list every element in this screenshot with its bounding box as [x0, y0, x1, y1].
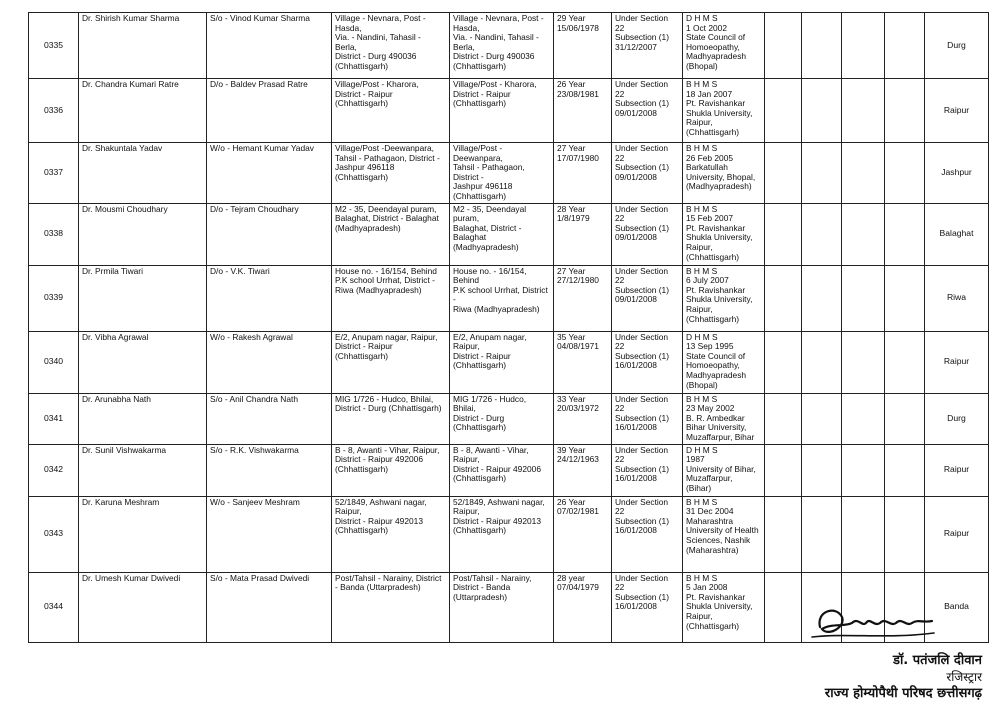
- registration-section-cell: Under Section 22 Subsection (1) 09/01/2008: [612, 265, 683, 331]
- age-dob-cell: 26 Year 23/08/1981: [554, 79, 612, 143]
- blank-cell: [765, 444, 802, 496]
- table-row: [29, 13, 989, 79]
- permanent-address-cell: Village/Post -Deewanpara, Tahsil - Pathagaon, District - Jashpur 496118 (Chhattisgarh): [450, 143, 554, 204]
- blank-cell: [842, 393, 885, 444]
- table-row: [29, 265, 989, 331]
- registration-section-cell: Under Section 22 Subsection (1) 16/01/2008: [612, 393, 683, 444]
- age-dob-cell: 27 Year 27/12/1980: [554, 265, 612, 331]
- serial-number-cell: 0343: [29, 496, 79, 572]
- age-dob-cell: 35 Year 04/08/1971: [554, 331, 612, 393]
- relation-cell: D/o - V.K. Tiwari: [207, 265, 332, 331]
- doctor-name-cell: Dr. Prmila Tiwari: [79, 265, 207, 331]
- blank-cell: [885, 203, 925, 265]
- blank-cell: [802, 444, 842, 496]
- registration-table: [28, 12, 989, 643]
- serial-number-cell: 0338: [29, 203, 79, 265]
- blank-cell: [765, 393, 802, 444]
- permanent-address-cell: Village/Post - Kharora, District - Raipur (Chhattisgarh): [450, 79, 554, 143]
- qualification-cell: B H M S 15 Feb 2007 Pt. Ravishankar Shukla University, Raipur, (Chhattisgarh): [683, 203, 765, 265]
- blank-cell: [842, 203, 885, 265]
- serial-number-cell: 0341: [29, 393, 79, 444]
- qualification-cell: D H M S 1 Oct 2002 State Council of Homoeopathy, Madhyapradesh (Bhopal): [683, 13, 765, 79]
- address-cell: M2 - 35, Deendayal puram, Balaghat, District - Balaghat (Madhyapradesh): [332, 203, 450, 265]
- relation-cell: S/o - Anil Chandra Nath: [207, 393, 332, 444]
- address-cell: Village/Post -Deewanpara, Tahsil - Pathagaon, District - Jashpur 496118 (Chhattisgarh): [332, 143, 450, 204]
- registration-section-cell: Under Section 22 Subsection (1) 09/01/2008: [612, 143, 683, 204]
- qualification-cell: D H M S 13 Sep 1995 State Council of Homoeopathy, Madhyapradesh (Bhopal): [683, 331, 765, 393]
- qualification-cell: B H M S 6 July 2007 Pt. Ravishankar Shukla University, Raipur, (Chhattisgarh): [683, 265, 765, 331]
- blank-cell: [765, 143, 802, 204]
- address-cell: Village - Nevnara, Post - Hasda, Via. - Nandini, Tahasil - Berla, District - Durg 490036 (Chhattisgarh): [332, 13, 450, 79]
- doctor-name-cell: Dr. Karuna Meshram: [79, 496, 207, 572]
- blank-cell: [765, 13, 802, 79]
- qualification-cell: B H M S 26 Feb 2005 Barkatullah University, Bhopal, (Madhyapradesh): [683, 143, 765, 204]
- blank-cell: [765, 79, 802, 143]
- relation-cell: D/o - Tejram Choudhary: [207, 203, 332, 265]
- registration-section-cell: Under Section 22 Subsection (1) 16/01/2008: [612, 444, 683, 496]
- table-row: [29, 79, 989, 143]
- relation-cell: S/o - Mata Prasad Dwivedi: [207, 572, 332, 642]
- district-cell: Raipur: [925, 331, 989, 393]
- age-dob-cell: 27 Year 17/07/1980: [554, 143, 612, 204]
- table-row: [29, 143, 989, 204]
- registration-section-cell: Under Section 22 Subsection (1) 16/01/2008: [612, 496, 683, 572]
- district-cell: Raipur: [925, 79, 989, 143]
- serial-number-cell: 0336: [29, 79, 79, 143]
- relation-cell: D/o - Baldev Prasad Ratre: [207, 79, 332, 143]
- address-cell: MIG 1/726 - Hudco, Bhilai, District - Durg (Chhattisgarh): [332, 393, 450, 444]
- blank-cell: [802, 79, 842, 143]
- permanent-address-cell: B - 8, Awanti - Vihar, Raipur, District - Raipur 492006 (Chhattisgarh): [450, 444, 554, 496]
- registration-section-cell: Under Section 22 Subsection (1) 16/01/2008: [612, 331, 683, 393]
- blank-cell: [802, 203, 842, 265]
- district-cell: Raipur: [925, 444, 989, 496]
- blank-cell: [802, 496, 842, 572]
- age-dob-cell: 28 year 07/04/1979: [554, 572, 612, 642]
- permanent-address-cell: Village - Nevnara, Post - Hasda, Via. - Nandini, Tahasil - Berla, District - Durg 490036 (Chhattisgarh): [450, 13, 554, 79]
- qualification-cell: B H M S 5 Jan 2008 Pt. Ravishankar Shukla University, Raipur, (Chhattisgarh): [683, 572, 765, 642]
- registration-section-cell: Under Section 22 Subsection (1) 09/01/2008: [612, 203, 683, 265]
- qualification-cell: B H M S 23 May 2002 B. R. Ambedkar Bihar University, Muzaffarpur, Bihar: [683, 393, 765, 444]
- district-cell: Balaghat: [925, 203, 989, 265]
- blank-cell: [765, 572, 802, 642]
- blank-cell: [842, 143, 885, 204]
- district-cell: Jashpur: [925, 143, 989, 204]
- table-row: [29, 203, 989, 265]
- blank-cell: [885, 13, 925, 79]
- relation-cell: S/o - Vinod Kumar Sharma: [207, 13, 332, 79]
- blank-cell: [842, 79, 885, 143]
- doctor-name-cell: Dr. Sunil Vishwakarma: [79, 444, 207, 496]
- registration-section-cell: Under Section 22 Subsection (1) 16/01/2008: [612, 572, 683, 642]
- table-body: [29, 13, 989, 643]
- age-dob-cell: 39 Year 24/12/1963: [554, 444, 612, 496]
- age-dob-cell: 28 Year 1/8/1979: [554, 203, 612, 265]
- district-cell: Riwa: [925, 265, 989, 331]
- permanent-address-cell: 52/1849, Ashwani nagar, Raipur, District - Raipur 492013 (Chhattisgarh): [450, 496, 554, 572]
- blank-cell: [885, 143, 925, 204]
- blank-cell: [765, 496, 802, 572]
- permanent-address-cell: Post/Tahsil - Narainy, District - Banda (Uttarpradesh): [450, 572, 554, 642]
- relation-cell: W/o - Hemant Kumar Yadav: [207, 143, 332, 204]
- serial-number-cell: 0335: [29, 13, 79, 79]
- blank-cell: [765, 265, 802, 331]
- blank-cell: [765, 331, 802, 393]
- signature-mark: [808, 597, 938, 647]
- address-cell: E/2, Anupam nagar, Raipur, District - Raipur (Chhattisgarh): [332, 331, 450, 393]
- blank-cell: [885, 79, 925, 143]
- serial-number-cell: 0342: [29, 444, 79, 496]
- district-cell: Raipur: [925, 496, 989, 572]
- district-cell: Durg: [925, 13, 989, 79]
- permanent-address-cell: House no. - 16/154, Behind P.K school Urrhat, District - Riwa (Madhyapradesh): [450, 265, 554, 331]
- doctor-name-cell: Dr. Mousmi Choudhary: [79, 203, 207, 265]
- doctor-name-cell: Dr. Arunabha Nath: [79, 393, 207, 444]
- registration-section-cell: Under Section 22 Subsection (1) 31/12/2007: [612, 13, 683, 79]
- registration-section-cell: Under Section 22 Subsection (1) 09/01/2008: [612, 79, 683, 143]
- doctor-name-cell: Dr. Shakuntala Yadav: [79, 143, 207, 204]
- doctor-name-cell: Dr. Shirish Kumar Sharma: [79, 13, 207, 79]
- serial-number-cell: 0344: [29, 572, 79, 642]
- blank-cell: [842, 13, 885, 79]
- blank-cell: [842, 265, 885, 331]
- blank-cell: [885, 393, 925, 444]
- blank-cell: [802, 143, 842, 204]
- council-name: राज्य होम्योपैथी परिषद छत्तीसगढ़: [824, 686, 982, 701]
- table-row: [29, 393, 989, 444]
- age-dob-cell: 29 Year 15/06/1978: [554, 13, 612, 79]
- permanent-address-cell: MIG 1/726 - Hudco, Bhilai, District - Durg (Chhattisgarh): [450, 393, 554, 444]
- relation-cell: W/o - Rakesh Agrawal: [207, 331, 332, 393]
- registrar-signature-block: [825, 652, 982, 703]
- blank-cell: [842, 331, 885, 393]
- registrar-name: डॉ. पतंजलि दीवान: [892, 653, 982, 668]
- permanent-address-cell: E/2, Anupam nagar, Raipur, District - Raipur (Chhattisgarh): [450, 331, 554, 393]
- address-cell: B - 8, Awanti - Vihar, Raipur, District - Raipur 492006 (Chhattisgarh): [332, 444, 450, 496]
- address-cell: 52/1849, Ashwani nagar, Raipur, District - Raipur 492013 (Chhattisgarh): [332, 496, 450, 572]
- serial-number-cell: 0339: [29, 265, 79, 331]
- relation-cell: S/o - R.K. Vishwakarma: [207, 444, 332, 496]
- age-dob-cell: 33 Year 20/03/1972: [554, 393, 612, 444]
- blank-cell: [802, 331, 842, 393]
- relation-cell: W/o - Sanjeev Meshram: [207, 496, 332, 572]
- serial-number-cell: 0337: [29, 143, 79, 204]
- table-row: [29, 331, 989, 393]
- qualification-cell: B H M S 31 Dec 2004 Maharashtra University of Health Sciences, Nashik (Maharashtra): [683, 496, 765, 572]
- blank-cell: [765, 203, 802, 265]
- doctor-name-cell: Dr. Chandra Kumari Ratre: [79, 79, 207, 143]
- blank-cell: [802, 393, 842, 444]
- blank-cell: [842, 496, 885, 572]
- permanent-address-cell: M2 - 35, Deendayal puram, Balaghat, District - Balaghat (Madhyapradesh): [450, 203, 554, 265]
- blank-cell: [885, 265, 925, 331]
- serial-number-cell: 0340: [29, 331, 79, 393]
- address-cell: Post/Tahsil - Narainy, District - Banda (Uttarpradesh): [332, 572, 450, 642]
- table-row: [29, 444, 989, 496]
- qualification-cell: B H M S 18 Jan 2007 Pt. Ravishankar Shukla University, Raipur, (Chhattisgarh): [683, 79, 765, 143]
- qualification-cell: D H M S 1987 University of Bihar, Muzaffarpur, (Bihar): [683, 444, 765, 496]
- blank-cell: [885, 331, 925, 393]
- address-cell: Village/Post - Kharora, District - Raipur (Chhattisgarh): [332, 79, 450, 143]
- table-row: [29, 496, 989, 572]
- age-dob-cell: 26 Year 07/02/1981: [554, 496, 612, 572]
- blank-cell: [885, 496, 925, 572]
- district-cell: Banda: [925, 572, 989, 642]
- district-cell: Durg: [925, 393, 989, 444]
- doctor-name-cell: Dr. Umesh Kumar Dwivedi: [79, 572, 207, 642]
- address-cell: House no. - 16/154, Behind P.K school Urrhat, District - Riwa (Madhyapradesh): [332, 265, 450, 331]
- blank-cell: [842, 444, 885, 496]
- blank-cell: [885, 444, 925, 496]
- registrar-role: रजिस्ट्रार: [946, 670, 982, 684]
- blank-cell: [802, 13, 842, 79]
- doctor-name-cell: Dr. Vibha Agrawal: [79, 331, 207, 393]
- blank-cell: [802, 265, 842, 331]
